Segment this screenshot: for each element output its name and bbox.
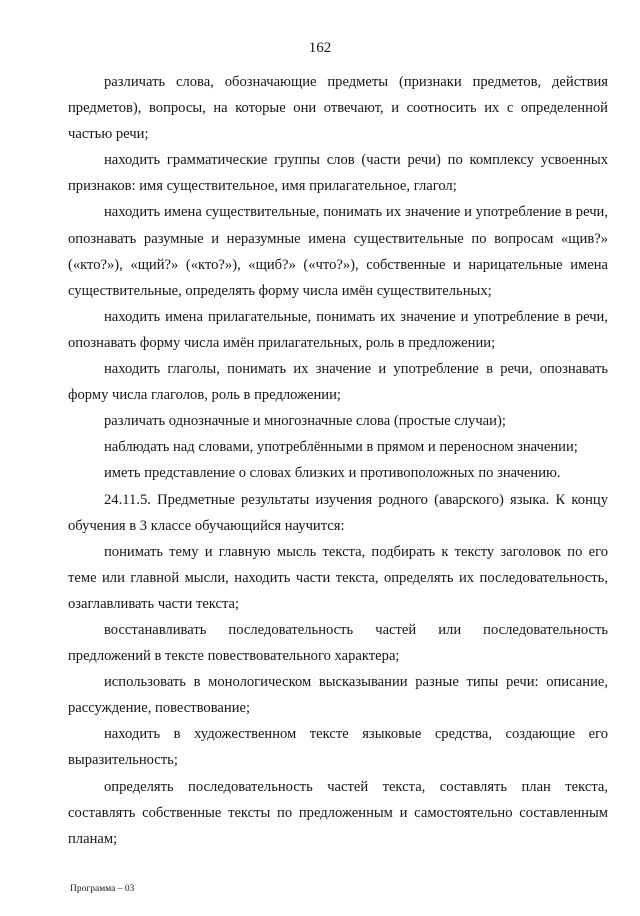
section-heading-paragraph: 24.11.5. Предметные результаты изучения родного (аварского) языка. К концу обучения в 3 классе обучающийся научится: xyxy=(68,491,608,534)
paragraph: определять последовательность частей текста, составлять план текста, составлять собственные тексты по предложенным и самостоятельно составленным планам; xyxy=(68,778,608,847)
page-number: 162 xyxy=(308,40,332,56)
document-body xyxy=(68,69,608,852)
paragraph: наблюдать над словами, употреблёнными в прямом и переносном значении; xyxy=(104,439,578,456)
paragraph: находить имена существительные, понимать их значение и употребление в речи, опознавать разумные и неразумные имена существительные по вопросам «щив?» («кто?»), «щий?» («кто?»), «щиб?» («что?»), собственные и нарицательные имена существительные, определять форму числа имён существительных; xyxy=(68,204,608,299)
paragraph: различать слова, обозначающие предметы (признаки предметов, действия предметов), вопросы, на которые они отвечают, и соотносить их с определенной частью речи; xyxy=(68,74,608,143)
paragraph: находить грамматические группы слов (части речи) по комплексу усвоенных признаков: имя существительное, имя прилагательное, глагол; xyxy=(68,152,608,195)
paragraph: восстанавливать последовательность частей или последовательность предложений в тексте повествовательного характера; xyxy=(68,621,608,665)
paragraph: находить глаголы, понимать их значение и употребление в речи, опознавать форму числа глаголов, роль в предложении; xyxy=(68,361,608,404)
paragraph: находить имена прилагательные, понимать их значение и употребление в речи, опознавать форму числа имён прилагательных, роль в предложении; xyxy=(68,308,608,351)
footer-label: Программа – 03 xyxy=(70,884,135,894)
paragraph: понимать тему и главную мысль текста, подбирать к тексту заголовок по его теме или главной мысли, находить части текста, определять их последовательность, озаглавливать части текста; xyxy=(68,543,608,612)
paragraph: находить в художественном тексте языковые средства, создающие его выразительность; xyxy=(68,726,608,769)
paragraph: иметь представление о словах близких и противоположных по значению. xyxy=(104,465,561,482)
paragraph: различать однозначные и многозначные слова (простые случаи); xyxy=(104,413,506,430)
paragraph: использовать в монологическом высказывании разные типы речи: описание, рассуждение, повествование; xyxy=(68,674,608,717)
